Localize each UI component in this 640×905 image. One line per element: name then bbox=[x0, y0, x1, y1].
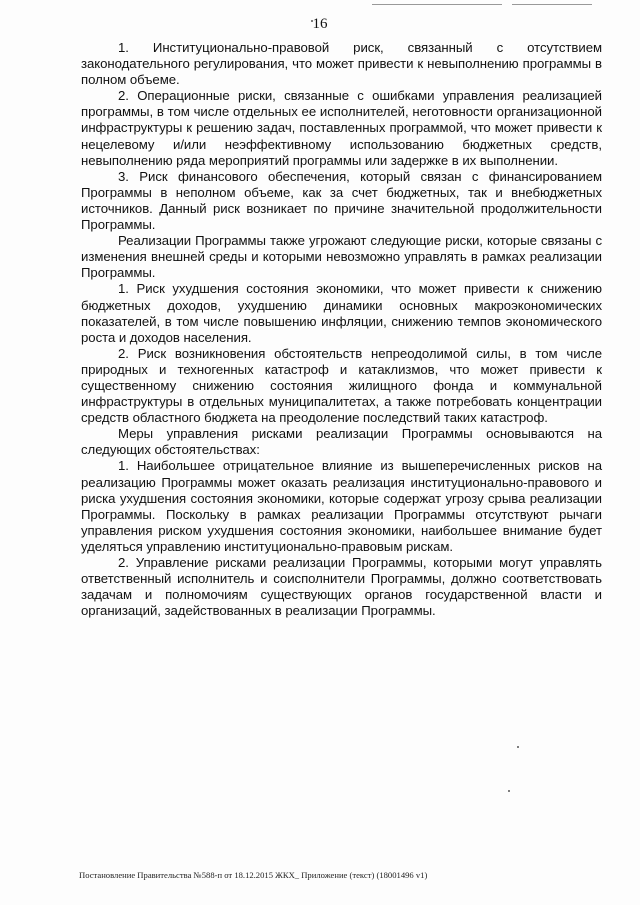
document-body bbox=[81, 40, 602, 619]
paragraph: 1. Риск ухудшения состояния экономики, что может привести к снижению бюджетных доходов, ухудшению динамики основных макроэкономических показателей, в том числе повышению инфляции, снижению темпов экономического роста и доходов населения. bbox=[81, 281, 602, 345]
paragraph: 2. Управление рисками реализации Программы, которыми могут управлять ответственный исполнитель и соисполнители Программы, должно соответствовать задачам и полномочиям существующих органов государственной власти и организаций, задействованных в реализации Программы. bbox=[81, 555, 602, 619]
document-footer: Постановление Правительства №588-п от 18.12.2015 ЖКХ_ Приложение (текст) (18001496 v1) bbox=[79, 870, 428, 880]
paragraph: 1. Институционально-правовой риск, связанный с отсутствием законодательного регулирования, что может привести к невыполнению программы в полном объеме. bbox=[81, 40, 602, 88]
scan-speck bbox=[508, 790, 510, 792]
scan-speck bbox=[517, 746, 519, 748]
paragraph: 2. Риск возникновения обстоятельств непреодолимой силы, в том числе природных и техногенных катастроф и катаклизмов, что может привести к существенному снижению состояния жилищного фонда и коммунальной инфраструктуры в отдельных муниципалитетах, а также потребовать концентрации средств областного бюджета на преодоление последствий таких катастроф. bbox=[81, 345, 602, 426]
paragraph: 1. Наибольшее отрицательное влияние из вышеперечисленных рисков на реализацию Программы может оказать реализация институционально-правового и риска ухудшения состояния экономики, которые содержат угрозу срыва реализации Программы. Поскольку в рамках реализации Программы отсутствуют рычаги управления риском ухудшения состояния экономики, наибольшее внимание будет уделяться управлению институционально-правовым рискам. bbox=[81, 458, 602, 554]
page-number: 16 bbox=[312, 16, 328, 32]
paragraph: Реализации Программы также угрожают следующие риски, которые связаны с изменения внешней среды и которыми невозможно управлять в рамках реализации Программы. bbox=[81, 233, 602, 281]
paragraph: 3. Риск финансового обеспечения, который связан с финансированием Программы в неполном объеме, как за счет бюджетных, так и внебюджетных источников. Данный риск возникает по причине значительной продолжительности Программы. bbox=[81, 168, 602, 233]
paragraph: Меры управления рисками реализации Программы основываются на следующих обстоятельствах: bbox=[81, 426, 602, 458]
scan-edge-line bbox=[512, 4, 592, 5]
scan-edge-line bbox=[372, 4, 502, 5]
paragraph: 2. Операционные риски, связанные с ошибками управления реализацией программы, в том числе отдельных ее исполнителей, неготовности организационной инфраструктуры к решению задач, поставленных программой, что может привести к нецелевому и/или неэффективному использованию бюджетных средств, невыполнению ряда мероприятий программы или задержке в их выполнении. bbox=[81, 88, 602, 168]
